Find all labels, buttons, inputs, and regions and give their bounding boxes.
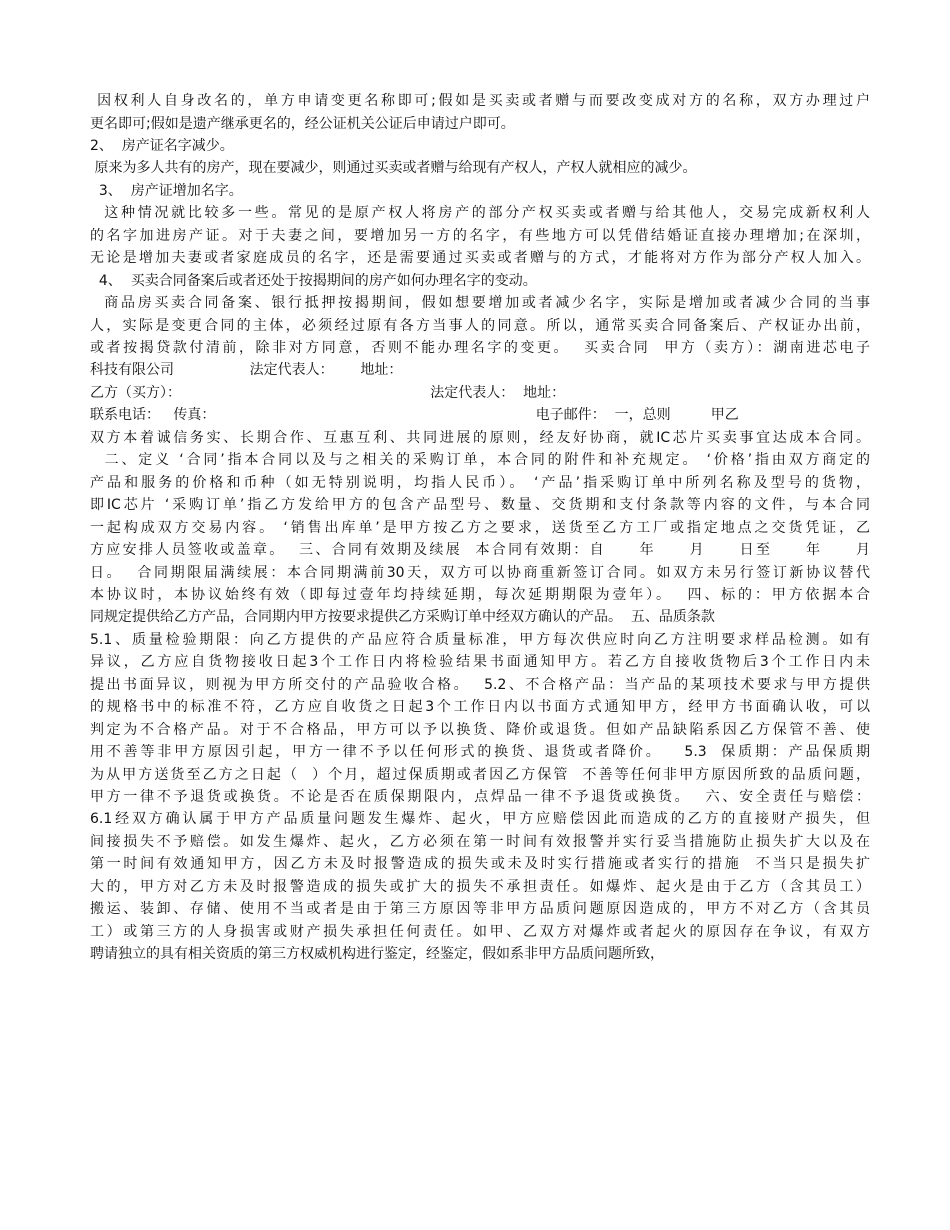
- document-line: 间接损失不予赔偿。如发生爆炸、起火，乙方必须在第一时间有效报警并实行妥当措施防止损失扩大以及在: [90, 833, 870, 850]
- document-line: 科技有限公司 法定代表人： 地址：: [90, 362, 403, 379]
- document-line: 乙方（买方）： 法定代表人： 地址：: [90, 384, 566, 401]
- document-line: 产品和服务的价格和币种（如无特别说明，均指人民币）。 ‘产品’指采购订单中所列名称及型号的货物，: [90, 474, 870, 491]
- document-line: 异议，乙方应自货物接收日起3个工作日内将检验结果书面通知甲方。若乙方自接收货物后3个工作日内未: [90, 654, 870, 671]
- document-line: 聘请独立的具有相关资质的第三方权威机构进行鉴定，经鉴定，假如系非甲方品质问题所致，: [90, 946, 664, 963]
- document-line: 3、 房产证增加名字。: [90, 182, 243, 199]
- document-line: 4、 买卖合同备案后或者还处于按揭期间的房产如何办理名字的变动。: [90, 272, 537, 289]
- document-line: 一起构成双方交易内容。 ‘销售出库单’是甲方按乙方之要求，送货至乙方工厂或指定地点之交货凭证，乙: [90, 519, 870, 536]
- document-line: 同规定提供给乙方产品，合同期内甲方按要求提供乙方采购订单中经双方确认的产品。 五、品质条款: [90, 609, 715, 626]
- document-line: 因权利人自身改名的，单方申请变更名称即可;假如是买卖或者赠与而要改变成对方的名称，双方办理过户: [90, 93, 870, 109]
- document-line: 无论是增加夫妻或者家庭成员的名字，还是需要通过买卖或者赠与的方式，才能将对方作为部分产权人加入。: [90, 250, 870, 267]
- document-line: 5.1、质量检验期限：向乙方提供的产品应符合质量标准，甲方每次供应时向乙方注明要求样品检测。如有: [90, 631, 870, 648]
- document-line: 人，实际是变更合同的主体，必须经过原有各方当事人的同意。所以，通常买卖合同备案后、产权证办出前，: [90, 317, 870, 334]
- document-line: 日。 合同期限届满续展：本合同期满前30天，双方可以协商重新签订合同。如双方未另行签订新协议替代: [90, 564, 870, 581]
- document-line: 6.1经双方确认属于甲方产品质量问题发生爆炸、起火，甲方应赔偿因此而造成的乙方的直接财产损失，但: [90, 811, 870, 828]
- document-line: 这种情况就比较多一些。常见的是原产权人将房产的部分产权买卖或者赠与给其他人，交易完成新权利人: [90, 205, 870, 222]
- document-line: 双方本着诚信务实、长期合作、互惠互利、共同进展的原则，经友好协商，就IC芯片买卖事宜达成本合同。: [90, 429, 870, 446]
- document-line: 二、定义 ‘合同’指本合同以及与之相关的采购订单，本合同的附件和补充规定。 ‘价格’指由双方商定的: [90, 452, 870, 469]
- document-line: 2、 房产证名字减少。: [90, 137, 234, 154]
- document-line: 大的，甲方对乙方未及时报警造成的损失或扩大的损失不承担责任。如爆炸、起火是由于乙方（含其员工）: [90, 878, 870, 895]
- document-line: 更名即可;假如是遗产继承更名的，经公证机关公证后申请过户即可。: [90, 115, 515, 132]
- document-line: 方应安排人员签收或盖章。 三、合同有效期及续展 本合同有效期：自 年 月 日至 年 月: [90, 542, 870, 558]
- document-line: 的名字加进房产证。对于夫妻之间，要增加另一方的名字，有些地方可以凭借结婚证直接办理增加;在深圳，: [90, 227, 870, 244]
- document-line: 甲方一律不予退货或换货。不论是否在质保期限内，点焊品一律不予退货或换货。 六、安全责任与赔偿：: [90, 788, 870, 805]
- document-line: 即IC芯片 ‘采购订单’指乙方发给甲方的包含产品型号、数量、交货期和支付条款等内容的文件，与本合同: [90, 497, 870, 514]
- document-line: 第一时间有效通知甲方，因乙方未及时报警造成的损失或未及时实行措施或者实行的措施 不当只是损失扩: [90, 856, 870, 873]
- document-line: 提出书面异议，则视为甲方所交付的产品验收合格。 5.2、不合格产品：当产品的某项技术要求与甲方提供: [90, 676, 870, 693]
- document-line: 为从甲方送货至乙方之日起（ ）个月，超过保质期或者因乙方保管 不善等任何非甲方原因所致的品质问题，: [90, 766, 870, 783]
- document-line: 原来为多人共有的房产，现在要减少，则通过买卖或者赠与给现有产权人，产权人就相应的减少。: [90, 160, 697, 177]
- document-line: 商品房买卖合同备案、银行抵押按揭期间，假如想要增加或者减少名字，实际是增加或者减少合同的当事: [90, 295, 870, 311]
- document-line: 联系电话： 传真： 电子邮件： 一，总则 甲乙: [90, 407, 739, 424]
- document-line: 判定为不合格产品。对于不合格品，甲方可以予以换货、降价或退货。但如产品缺陷系因乙方保管不善、使: [90, 721, 870, 738]
- document-line: 本协议时，本协议始终有效（即每过壹年均持续延期，每次延期期限为壹年）。 四、标的：甲方依据本合: [90, 586, 870, 603]
- document-line: 搬运、装卸、存储、使用不当或者是由于第三方原因等非甲方品质问题原因造成的，甲方不对乙方（含其员: [90, 901, 870, 918]
- document-line: 用不善等非甲方原因引起，甲方一律不予以任何形式的换货、退货或者降价。 5.3 保质期：产品保质期: [90, 744, 870, 760]
- document-line: 或者按揭贷款付清前，除非对方同意，否则不能办理名字的变更。 买卖合同 甲方（卖方）：湖南进芯电子: [90, 339, 870, 356]
- document-line: 的规格书中的标准不符，乙方应自收货之日起3个工作日内以书面方式通知甲方，经甲方书面确认收，可以: [90, 699, 870, 716]
- document-line: 工）或第三方的人身损害或财产损失承担任何责任。如甲、乙双方对爆炸或者起火的原因存在争议，有双方: [90, 923, 870, 940]
